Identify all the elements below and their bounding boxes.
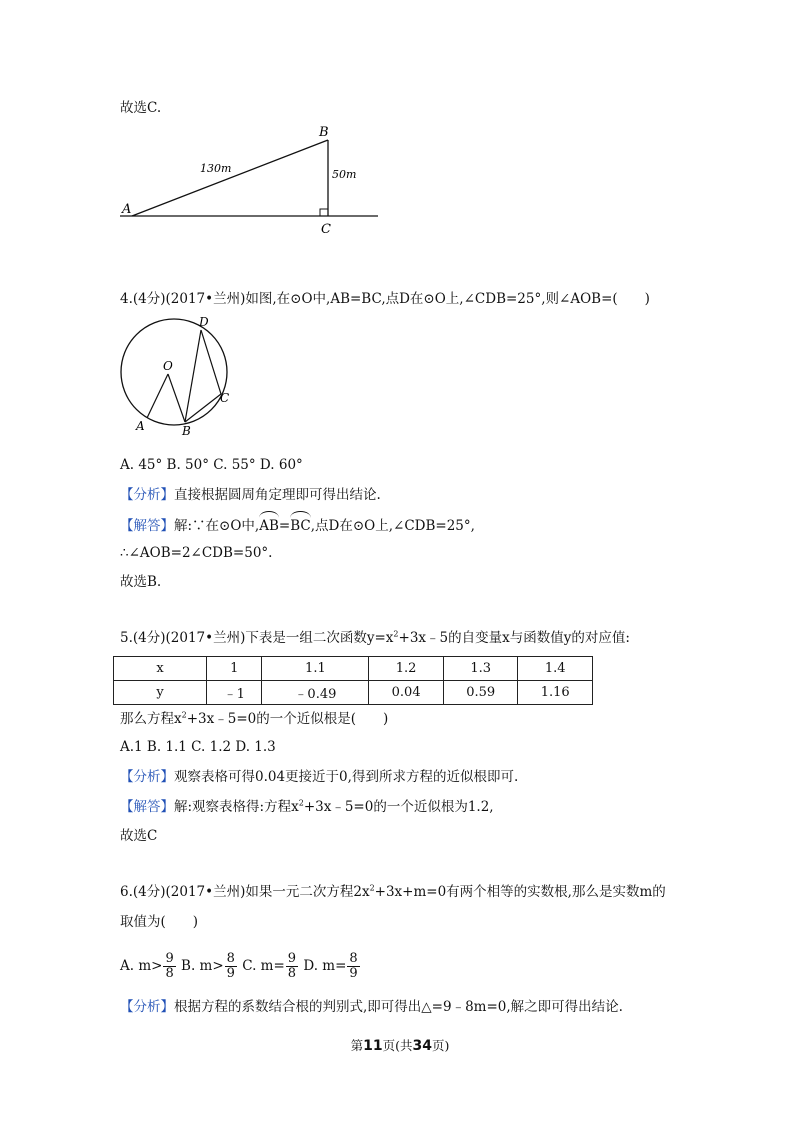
q6-options <box>120 950 361 982</box>
table-cell: y <box>114 681 207 705</box>
table-cell: 1 <box>207 657 262 681</box>
circle-o-label: O <box>163 359 173 373</box>
table-cell: 1.16 <box>518 681 593 705</box>
option-c: C. m= <box>242 958 285 974</box>
q4-answer-conclusion: ∴∠AOB=2∠CDB=50°. <box>120 545 273 561</box>
q5-stem: 5.(4分)(2017•兰州)下表是一组二次函数$y=x^2+3x﹣5$的自变量x与函数值y的对应值: <box>120 629 630 646</box>
arc-ab: AB <box>259 514 279 536</box>
side-bc-label: 50m <box>332 168 357 181</box>
q5-options: A.1 B. 1.1 C. 1.2 D. 1.3 <box>120 739 276 755</box>
triangle-figure <box>110 120 390 240</box>
analysis-tag: 【分析】 <box>120 487 174 503</box>
vertex-a-label: A <box>122 202 132 217</box>
circle-c-label: C <box>220 391 230 405</box>
circle-figure <box>110 312 240 437</box>
table-cell: ﹣1 <box>207 681 262 705</box>
q4-options: A. 45° B. 50° C. 55° D. 60° <box>120 457 303 473</box>
table-cell: 1.3 <box>443 657 518 681</box>
q4-analysis: 【分析】直接根据圆周角定理即可得出结论. <box>120 487 381 503</box>
answer-tag: 【解答】 <box>120 518 174 534</box>
option-d: D. m= <box>303 958 347 974</box>
table-cell: 1.2 <box>369 657 444 681</box>
q5-answer: 【解答】解:观察表格得:方程$x^2+3x﹣5=0$的一个近似根为1.2, <box>120 798 494 815</box>
page-total: 34 <box>412 1038 432 1054</box>
q5-conclusion: 故选C <box>120 828 158 844</box>
analysis-tag: 【分析】 <box>120 999 174 1015</box>
q6-stem-continued: 取值为( ) <box>120 914 199 930</box>
circle-b-label: B <box>182 424 191 437</box>
table-cell: 1.1 <box>262 657 369 681</box>
table-cell: x <box>114 657 207 681</box>
answer-tag: 【解答】 <box>120 799 174 815</box>
table-cell: ﹣0.49 <box>262 681 369 705</box>
option-a: A. m> <box>120 958 163 974</box>
table-cell: 0.04 <box>369 681 444 705</box>
q5-question: 那么方程$x^2+3x﹣5=0$的一个近似根是( ) <box>120 710 389 727</box>
table-cell: 1.4 <box>518 657 593 681</box>
q4-answer: 【解答】解:∵在⊙O中,AB=BC,点D在⊙O上,∠CDB=25°, <box>120 514 475 536</box>
fraction-9-8: $\frac{9}{8}$ <box>287 951 297 981</box>
fraction-8-9: $\frac{8}{9}$ <box>349 951 358 981</box>
option-b: B. m> <box>181 958 224 974</box>
table-row <box>114 681 593 705</box>
value-table <box>113 656 593 705</box>
table-cell: 0.59 <box>443 681 518 705</box>
side-ab-label: 130m <box>200 162 232 175</box>
q3-conclusion: 故选C. <box>120 100 162 116</box>
q6-stem: 6.(4分)(2017•兰州)如果一元二次方程$2x^2+3x+m=0$有两个相等的实数根,那么是实数m的 <box>120 883 666 900</box>
circle-d-label: D <box>199 315 209 329</box>
table-row <box>114 657 593 681</box>
q4-conclusion: 故选B. <box>120 574 162 590</box>
page-footer: 第11页(共34页) <box>350 1038 450 1054</box>
analysis-tag: 【分析】 <box>120 769 174 785</box>
page-number: 11 <box>363 1038 383 1054</box>
arc-bc: BC <box>290 514 311 536</box>
circle-a-label: A <box>136 419 145 433</box>
fraction-8-9: $\frac{8}{9}$ <box>226 951 235 981</box>
vertex-c-label: C <box>321 222 331 237</box>
q6-analysis: 【分析】根据方程的系数结合根的判别式,即可得出△=9﹣8m=0,解之即可得出结论. <box>120 999 623 1015</box>
q4-stem: 4.(4分)(2017•兰州)如图,在⊙O中,AB=BC,点D在⊙O上,∠CDB=25°,则∠AOB=( ) <box>120 291 650 307</box>
q5-analysis: 【分析】观察表格可得0.04更接近于0,得到所求方程的近似根即可. <box>120 769 519 785</box>
vertex-b-label: B <box>319 125 329 140</box>
fraction-9-8: $\frac{9}{8}$ <box>165 951 174 981</box>
